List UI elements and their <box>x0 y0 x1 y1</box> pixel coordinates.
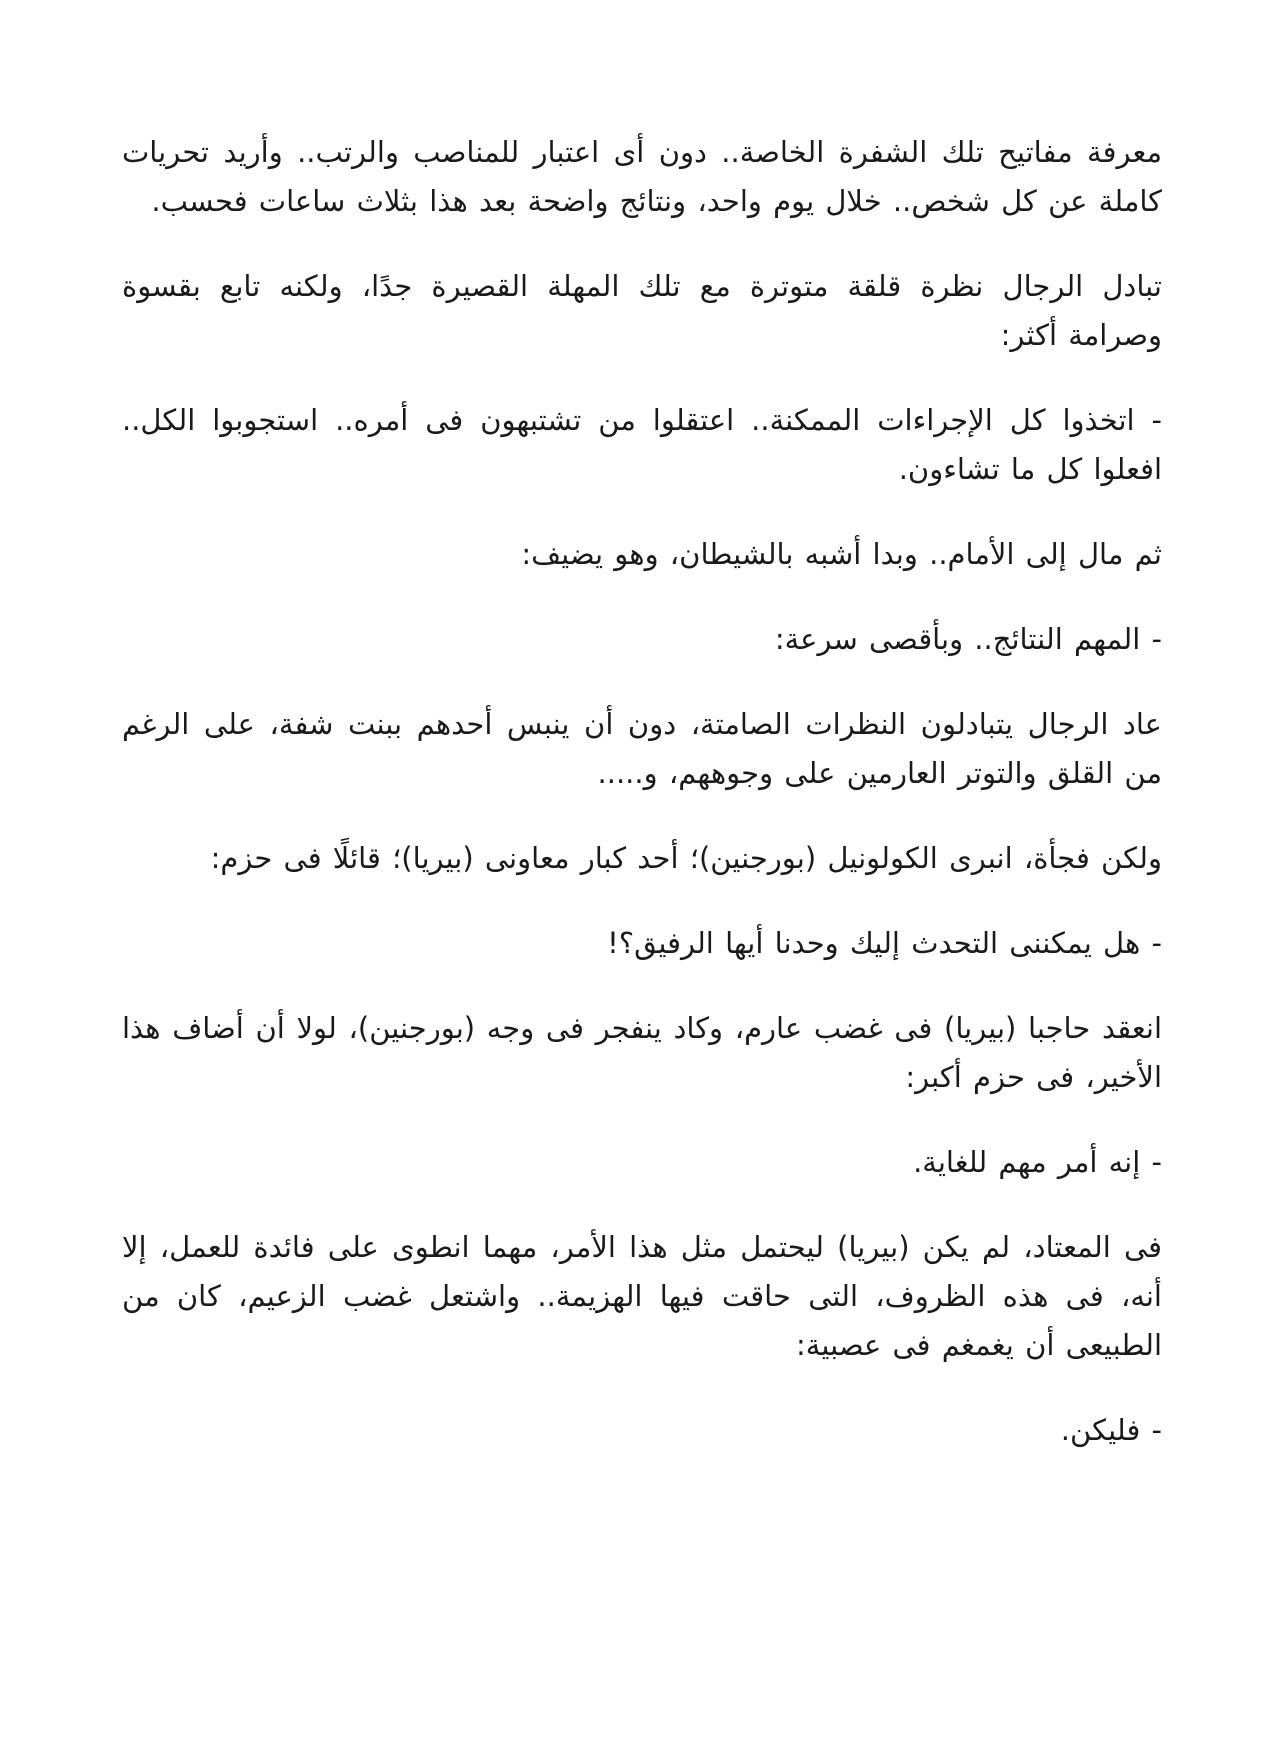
paragraph-12: - فليكن. <box>1060 1413 1162 1447</box>
paragraph-2: تبادل الرجال نظرة قلقة متوترة مع تلك المهلة القصيرة جدًا، ولكنه تابع بقسوة وصرامة أكثر: <box>122 269 1162 352</box>
document-page <box>122 128 1162 1708</box>
paragraph-7: ولكن فجأة، انبرى الكولونيل (بورجنين)؛ أحد كبار معاونى (بيريا)؛ قائلًا فى حزم: <box>210 841 1162 875</box>
paragraph-1: معرفة مفاتيح تلك الشفرة الخاصة.. دون أى اعتبار للمناصب والرتب.. وأريد تحريات كاملة عن كل شخص.. خلال يوم واحد، ونتائج واضحة بعد هذا بثلاث ساعات فحسب. <box>122 135 1162 218</box>
paragraph-8: - هل يمكننى التحدث إليك وحدنا أيها الرفيق؟! <box>607 926 1162 960</box>
paragraph-10: - إنه أمر مهم للغاية. <box>913 1145 1162 1179</box>
paragraph-5: - المهم النتائج.. وبأقصى سرعة: <box>774 622 1162 656</box>
paragraph-11: فى المعتاد، لم يكن (بيريا) ليحتمل مثل هذا الأمر، مهما انطوى على فائدة للعمل، إلا أنه، فى هذه الظروف، التى حاقت فيها الهزيمة.. واشتعل غضب الزعيم، كان من الطبيعى أن يغمغم فى عصبية: <box>122 1230 1162 1362</box>
paragraph-9: انعقد حاجبا (بيريا) فى غضب عارم، وكاد ينفجر فى وجه (بورجنين)، لولا أن أضاف هذا الأخير، فى حزم أكبر: <box>122 1011 1162 1094</box>
paragraph-4: ثم مال إلى الأمام.. وبدا أشبه بالشيطان، وهو يضيف: <box>521 537 1162 571</box>
paragraph-3: - اتخذوا كل الإجراءات الممكنة.. اعتقلوا من تشتبهون فى أمره.. استجوبوا الكل.. افعلوا كل ما تشاءون. <box>122 403 1162 486</box>
paragraph-6: عاد الرجال يتبادلون النظرات الصامتة، دون أن ينبس أحدهم ببنت شفة، على الرغم من القلق والتوتر العارمين على وجوههم، و..... <box>122 707 1162 790</box>
